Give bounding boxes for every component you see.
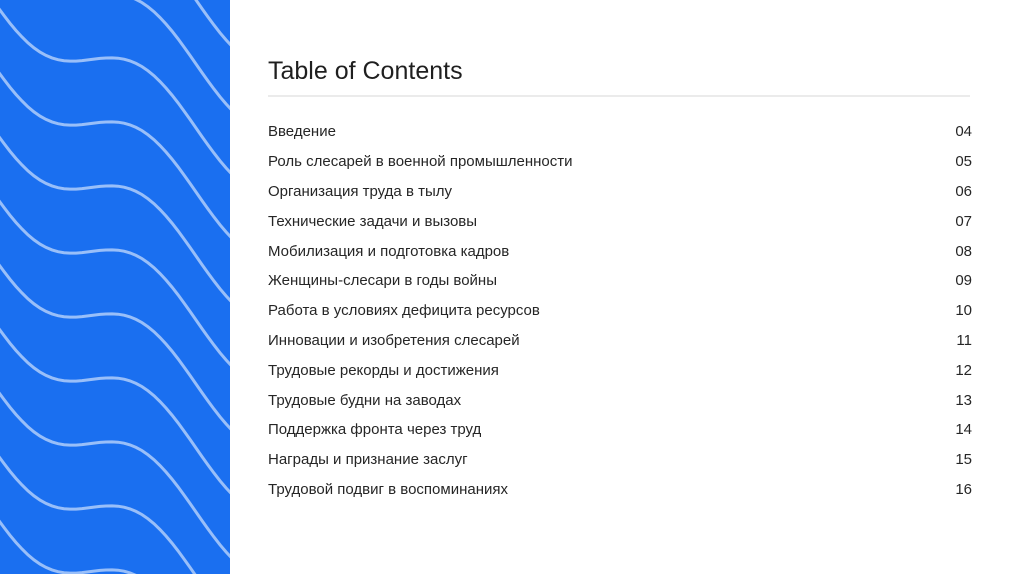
page-title: Table of Contents (268, 57, 463, 85)
toc-item[interactable] (268, 385, 972, 415)
wave-line (0, 430, 230, 574)
toc-item[interactable] (268, 355, 972, 385)
toc-item-page: 13 (955, 391, 972, 409)
toc-item[interactable] (268, 475, 972, 505)
toc-item-page: 08 (955, 242, 972, 260)
toc-item[interactable] (268, 296, 972, 326)
wave-pattern-graphic (0, 0, 230, 574)
wave-line (0, 110, 230, 317)
toc-item-page: 06 (955, 182, 972, 200)
toc-item-label: Женщины-слесари в годы войны (268, 272, 497, 290)
wave-line (0, 0, 230, 189)
toc-item[interactable] (268, 266, 972, 296)
wave-line (0, 0, 230, 61)
toc-item[interactable] (268, 206, 972, 236)
toc-item[interactable] (268, 236, 972, 266)
toc-item-label: Инновации и изобретения слесарей (268, 331, 520, 349)
toc-item-page: 10 (955, 302, 972, 320)
toc-item-page: 16 (955, 480, 972, 498)
title-divider (268, 95, 970, 97)
toc-item-label: Технические задачи и вызовы (268, 212, 478, 230)
toc-item-label: Трудовые рекорды и достижения (268, 361, 499, 379)
toc-item[interactable] (268, 177, 972, 207)
toc-item-label: Трудовые будни на заводах (268, 391, 462, 409)
toc-item-page: 09 (955, 272, 972, 290)
toc-item-page: 12 (955, 361, 972, 379)
toc-item-page: 07 (955, 212, 972, 230)
toc-item[interactable] (268, 117, 972, 147)
toc-item[interactable] (268, 326, 972, 356)
wave-line (0, 238, 230, 445)
toc-item-label: Награды и признание заслуг (268, 451, 468, 469)
toc-item-label: Введение (268, 123, 336, 141)
toc-item-label: Роль слесарей в военной промышленности (268, 153, 573, 171)
toc-item-label: Работа в условиях дефицита ресурсов (268, 302, 540, 320)
toc-item-page: 14 (955, 421, 972, 439)
toc-item-page: 04 (955, 123, 972, 141)
toc-item[interactable] (268, 445, 972, 475)
toc-item[interactable] (268, 147, 972, 177)
wave-line (0, 174, 230, 381)
toc-item-label: Поддержка фронта через труд (268, 421, 482, 439)
toc-item-label: Трудовой подвиг в воспоминаниях (268, 480, 508, 498)
toc-item-label: Организация труда в тылу (268, 182, 452, 200)
table-of-contents (268, 117, 972, 504)
wave-line (0, 46, 230, 253)
wave-line (0, 0, 230, 125)
wave-line (0, 302, 230, 509)
toc-item-page: 15 (955, 451, 972, 469)
wave-line (0, 366, 230, 573)
decorative-wave-panel (0, 0, 230, 574)
toc-item-page: 05 (955, 153, 972, 171)
toc-item-label: Мобилизация и подготовка кадров (268, 242, 510, 260)
toc-item[interactable] (268, 415, 972, 445)
toc-item-page: 11 (956, 331, 972, 349)
